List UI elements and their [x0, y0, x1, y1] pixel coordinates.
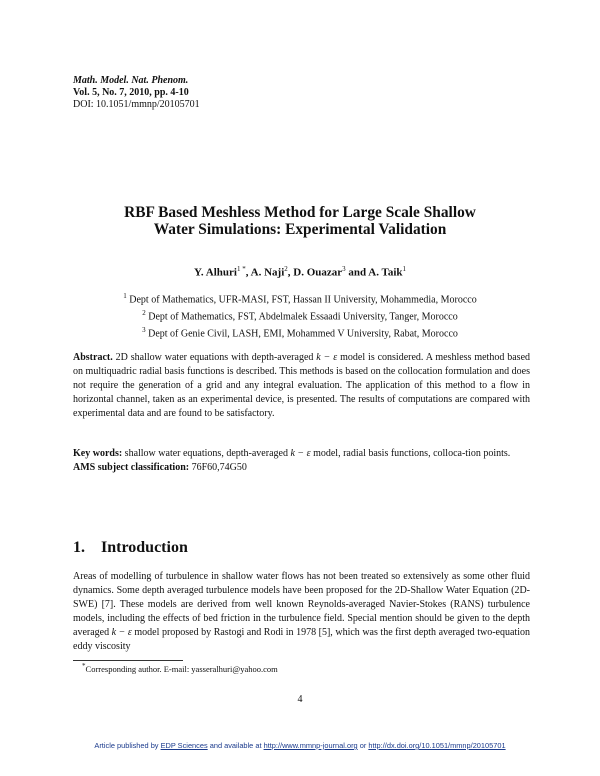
author-sup: 2	[284, 265, 288, 273]
banner-or: or	[359, 741, 367, 750]
affiliations	[60, 290, 540, 340]
journal-name: Math. Model. Nat. Phenom.	[73, 75, 189, 86]
affiliation-line	[60, 307, 540, 324]
section-title: Introduction	[101, 539, 188, 556]
journal-header	[73, 75, 200, 111]
abstract-label: Abstract.	[73, 352, 113, 363]
affiliation-sup: 3	[142, 325, 146, 334]
banner-middle: and available at	[209, 741, 262, 750]
title-line-1: RBF Based Meshless Method for Large Scale Shallow	[124, 204, 476, 221]
keywords-line	[73, 447, 530, 461]
author-name: Y. Alhuri	[193, 266, 237, 279]
affiliation-line	[60, 290, 540, 307]
ams-value: 76F60,74G50	[191, 462, 247, 473]
footnote-mark: *	[82, 662, 86, 670]
affiliation-text: Dept of Genie Civil, LASH, EMI, Mohammed V University, Rabat, Morocco	[148, 327, 458, 339]
intro-text-2: model proposed by Rastogi and Rodi in 1978 [5], which was the first depth averaged two-equation eddy viscosity	[73, 627, 530, 652]
page-number: 4	[297, 694, 303, 705]
section-heading	[73, 539, 188, 557]
keywords-block	[73, 447, 530, 475]
intro-math: k − ε	[111, 627, 132, 638]
keywords-text-1: shallow water equations, depth-averaged	[124, 448, 288, 459]
intro-text-1: Areas of modelling of turbulence in shallow water flows has not been treated so extensively as some other fluid dynamics. Some depth averaged turbulence models have been proposed for the 2D-Shallow Water Equation (2D-SWE) [7]. These models are derived from well known Reynolds-averaged Navier-Stokes (RANS) turbulence models, including the effects of bed friction in the turbulence field. Special mention should be given to the depth averaged	[73, 571, 530, 638]
author-name: D. Ouazar	[293, 266, 343, 279]
footnote-text: Corresponding author. E-mail: yasseralhuri@yahoo.com	[85, 663, 278, 674]
banner-prefix: Article published by	[94, 741, 159, 750]
ams-label: AMS subject classification:	[73, 462, 190, 473]
abstract-text-1: 2D shallow water equations with depth-averaged	[115, 352, 314, 363]
keywords-text-2: model, radial basis functions, colloca-tion points.	[313, 448, 511, 459]
keywords-math: k − ε	[290, 448, 311, 459]
affiliation-line	[60, 324, 540, 341]
author-name: A. Naji	[250, 266, 285, 279]
publisher-banner	[0, 741, 600, 750]
doi-url-link[interactable]: http://dx.doi.org/10.1051/mmnp/20105701	[368, 741, 506, 750]
ams-line	[73, 461, 530, 475]
intro-paragraph	[73, 570, 530, 654]
affiliation-sup: 2	[142, 308, 146, 317]
affiliation-text: Dept of Mathematics, UFR-MASI, FST, Hassan II University, Mohammedia, Morocco	[129, 294, 477, 306]
footnote	[82, 661, 278, 675]
section-number: 1.	[73, 539, 85, 556]
abstract-math: k − ε	[316, 352, 338, 363]
title-line-2: Water Simulations: Experimental Validation	[153, 221, 447, 238]
author-sup: 3	[342, 265, 346, 273]
author-sup: 1	[402, 265, 407, 273]
author-name: A. Taik	[368, 266, 403, 279]
keywords-label: Key words:	[73, 448, 123, 459]
affiliation-text: Dept of Mathematics, FST, Abdelmalek Essaadi University, Tanger, Morocco	[148, 311, 458, 323]
abstract-text-2: model is considered. A meshless method based on multiquadric radial basis functions is described. This methods is based on the collocation formulation and does not require the generation of a grid and any integral evaluation. The application of this method to a flow in horizontal channel, taken as an experimental device, is presented. The results of computations are compared with experimental data and are found to be satisfactory.	[73, 352, 531, 419]
journal-volume: Vol. 5, No. 7, 2010, pp. 4-10	[73, 87, 189, 98]
journal-doi: DOI: 10.1051/mmnp/20105701	[73, 99, 200, 110]
paper-title	[60, 204, 540, 238]
author-sup: 1 *	[236, 265, 246, 273]
affiliation-sup: 1	[123, 292, 127, 300]
abstract-paragraph	[73, 351, 530, 421]
journal-url-link[interactable]: http://www.mmnp-journal.org	[263, 741, 358, 750]
author-list: Y. Alhuri$^{1 *}$, A. Naji$^2$, D. Ouazar$^3$ and A. Taik$^1$	[193, 265, 407, 279]
publisher-link[interactable]: EDP Sciences	[160, 741, 208, 750]
